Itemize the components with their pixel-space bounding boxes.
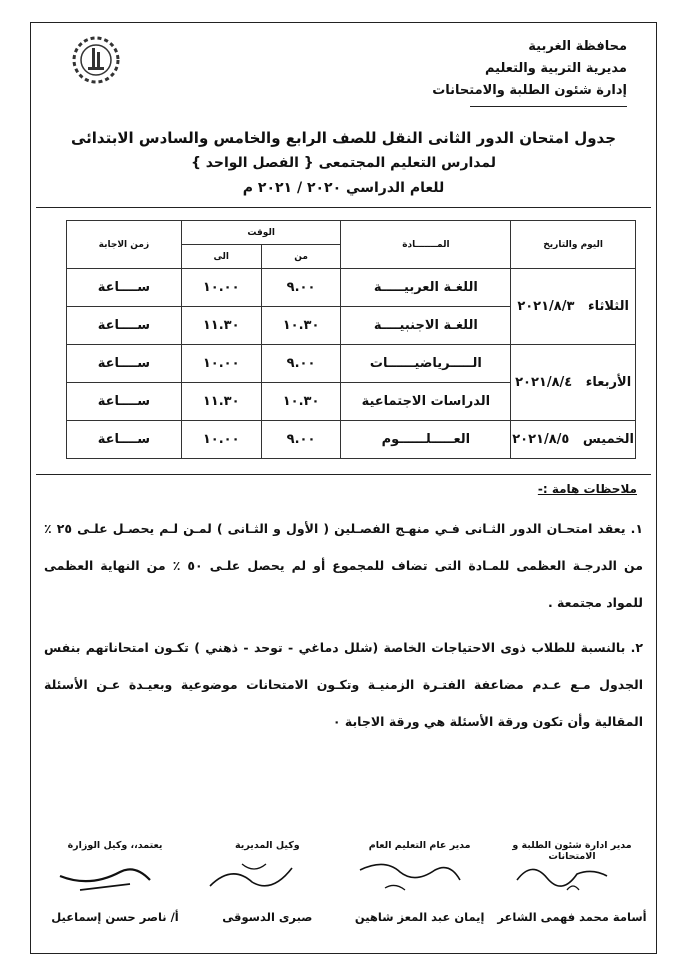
subject-cell: الـــــرياضيــــــات (341, 345, 511, 383)
duration-cell: ســــاعة (67, 307, 182, 345)
duration-cell: ســــاعة (67, 345, 182, 383)
table-row (67, 269, 636, 307)
governorate-logo-icon (70, 34, 122, 86)
date-label: ٢٠٢١/٨/٥ (512, 432, 570, 447)
signatory-title: يعتمد،، وكيل الوزارة (67, 840, 163, 851)
signatory-name: أ/ ناصر حسن إسماعيل (51, 910, 179, 924)
header-day-date: اليوم والتاريخ (511, 221, 636, 269)
duration-cell: ســــاعة (67, 383, 182, 421)
signatory-name: صبرى الدسوقى (222, 910, 313, 924)
header-from: من (261, 245, 341, 269)
day-date-cell (511, 421, 636, 459)
duration-cell: ســــاعة (67, 269, 182, 307)
title-divider (36, 207, 651, 208)
note-item: ٢. بالنسبة للطلاب ذوى الاحتياجات الخاصة (شلل دماغي - توحد - ذهني ) تكـون امتحاناتهم بنفس الجدول مـع عـدم مضاعفة الفتـرة الزمنيـة وتكـون الامتحانات موضوعية وبعيـدة عـن الأسئلة المقالية وأن تكون ورقة الأسئلة هي ورقة الاجابة ٠ (44, 640, 643, 729)
from-cell: ١٠.٣٠ (261, 383, 341, 421)
exam-schedule-table (66, 220, 636, 459)
department-name: إدارة شئون الطلبة والامتحانات (432, 83, 627, 98)
day-date-cell (511, 345, 636, 421)
from-cell: ٩.٠٠ (261, 269, 341, 307)
signatory-title: مدير ادارة شئون الطلبة و الامتحانات (512, 840, 632, 862)
subject-cell: اللغـة العربيـــــة (341, 269, 511, 307)
signature-block (345, 840, 495, 930)
signature-block (497, 840, 647, 930)
from-cell: ٩.٠٠ (261, 345, 341, 383)
header-to: الى (181, 245, 261, 269)
header-duration: زمن الاجابة (67, 221, 182, 269)
schools-title: لمدارس التعليم المجتمعى { الفصل الواحد } (190, 155, 497, 171)
table-row (67, 421, 636, 459)
duration-cell: ســــاعة (67, 421, 182, 459)
note-item: ١. يعقد امتحـان الدور الثـانى فـي منهـج الفصـلين ( الأول و الثـانى ) لمـن لـم يحصـل علـى ٢٥ ٪ من الدرجـة العظمى للمـادة التى تضاف للمجموع أو لم يحصل علـى ٥٠ ٪ من النهاية العظمى للمواد مجتمعة . (44, 521, 644, 610)
governorate-name: محافظة الغربية (528, 39, 627, 54)
notes-list (44, 510, 643, 748)
handwritten-signature-icon (355, 850, 465, 900)
header-underline (470, 106, 627, 107)
letterhead (432, 36, 627, 102)
signatory-title: وكيل المديرية (235, 840, 300, 851)
table-header-row (67, 221, 636, 245)
handwritten-signature-icon (507, 850, 617, 900)
document-titles (40, 126, 647, 201)
subject-cell: اللغـة الاجنبيــــة (341, 307, 511, 345)
handwritten-signature-icon (202, 850, 312, 900)
notes-divider (36, 474, 651, 475)
signature-block (40, 840, 190, 930)
signatory-title: مدير عام التعليم العام (368, 840, 471, 851)
day-label: الأربعاء (585, 375, 632, 390)
from-cell: ٩.٠٠ (261, 421, 341, 459)
day-label: الثلاثاء (588, 299, 629, 314)
schedule-title: جدول امتحان الدور الثانى النقل للصف الرابع والخامس والسادس الابتدائى (70, 129, 617, 147)
day-label: الخميس (582, 432, 635, 447)
signatures-row (40, 840, 647, 930)
signatory-name: أسامة محمد فهمى الشاعر (497, 910, 647, 924)
handwritten-signature-icon (50, 850, 160, 900)
notes-title: ملاحظات هامة :- (537, 482, 637, 496)
to-cell: ١٠.٠٠ (181, 345, 261, 383)
to-cell: ١١.٣٠ (181, 307, 261, 345)
subject-cell: الدراسات الاجتماعية (341, 383, 511, 421)
date-label: ٢٠٢١/٨/٤ (515, 375, 573, 390)
signatory-name: إيمان عبد المعز شاهين (354, 910, 485, 924)
to-cell: ١١.٣٠ (181, 383, 261, 421)
to-cell: ١٠.٠٠ (181, 421, 261, 459)
header-subject: المـــــــادة (341, 221, 511, 269)
from-cell: ١٠.٣٠ (261, 307, 341, 345)
signature-block (192, 840, 342, 930)
header-time: الوقت (181, 221, 341, 245)
date-label: ٢٠٢١/٨/٣ (517, 299, 575, 314)
directorate-name: مديرية التربية والتعليم (484, 61, 627, 76)
subject-cell: العـــــلــــــوم (341, 421, 511, 459)
academic-year: للعام الدراسي ٢٠٢٠ / ٢٠٢١ م (242, 180, 445, 196)
to-cell: ١٠.٠٠ (181, 269, 261, 307)
table-row (67, 345, 636, 383)
day-date-cell (511, 269, 636, 345)
